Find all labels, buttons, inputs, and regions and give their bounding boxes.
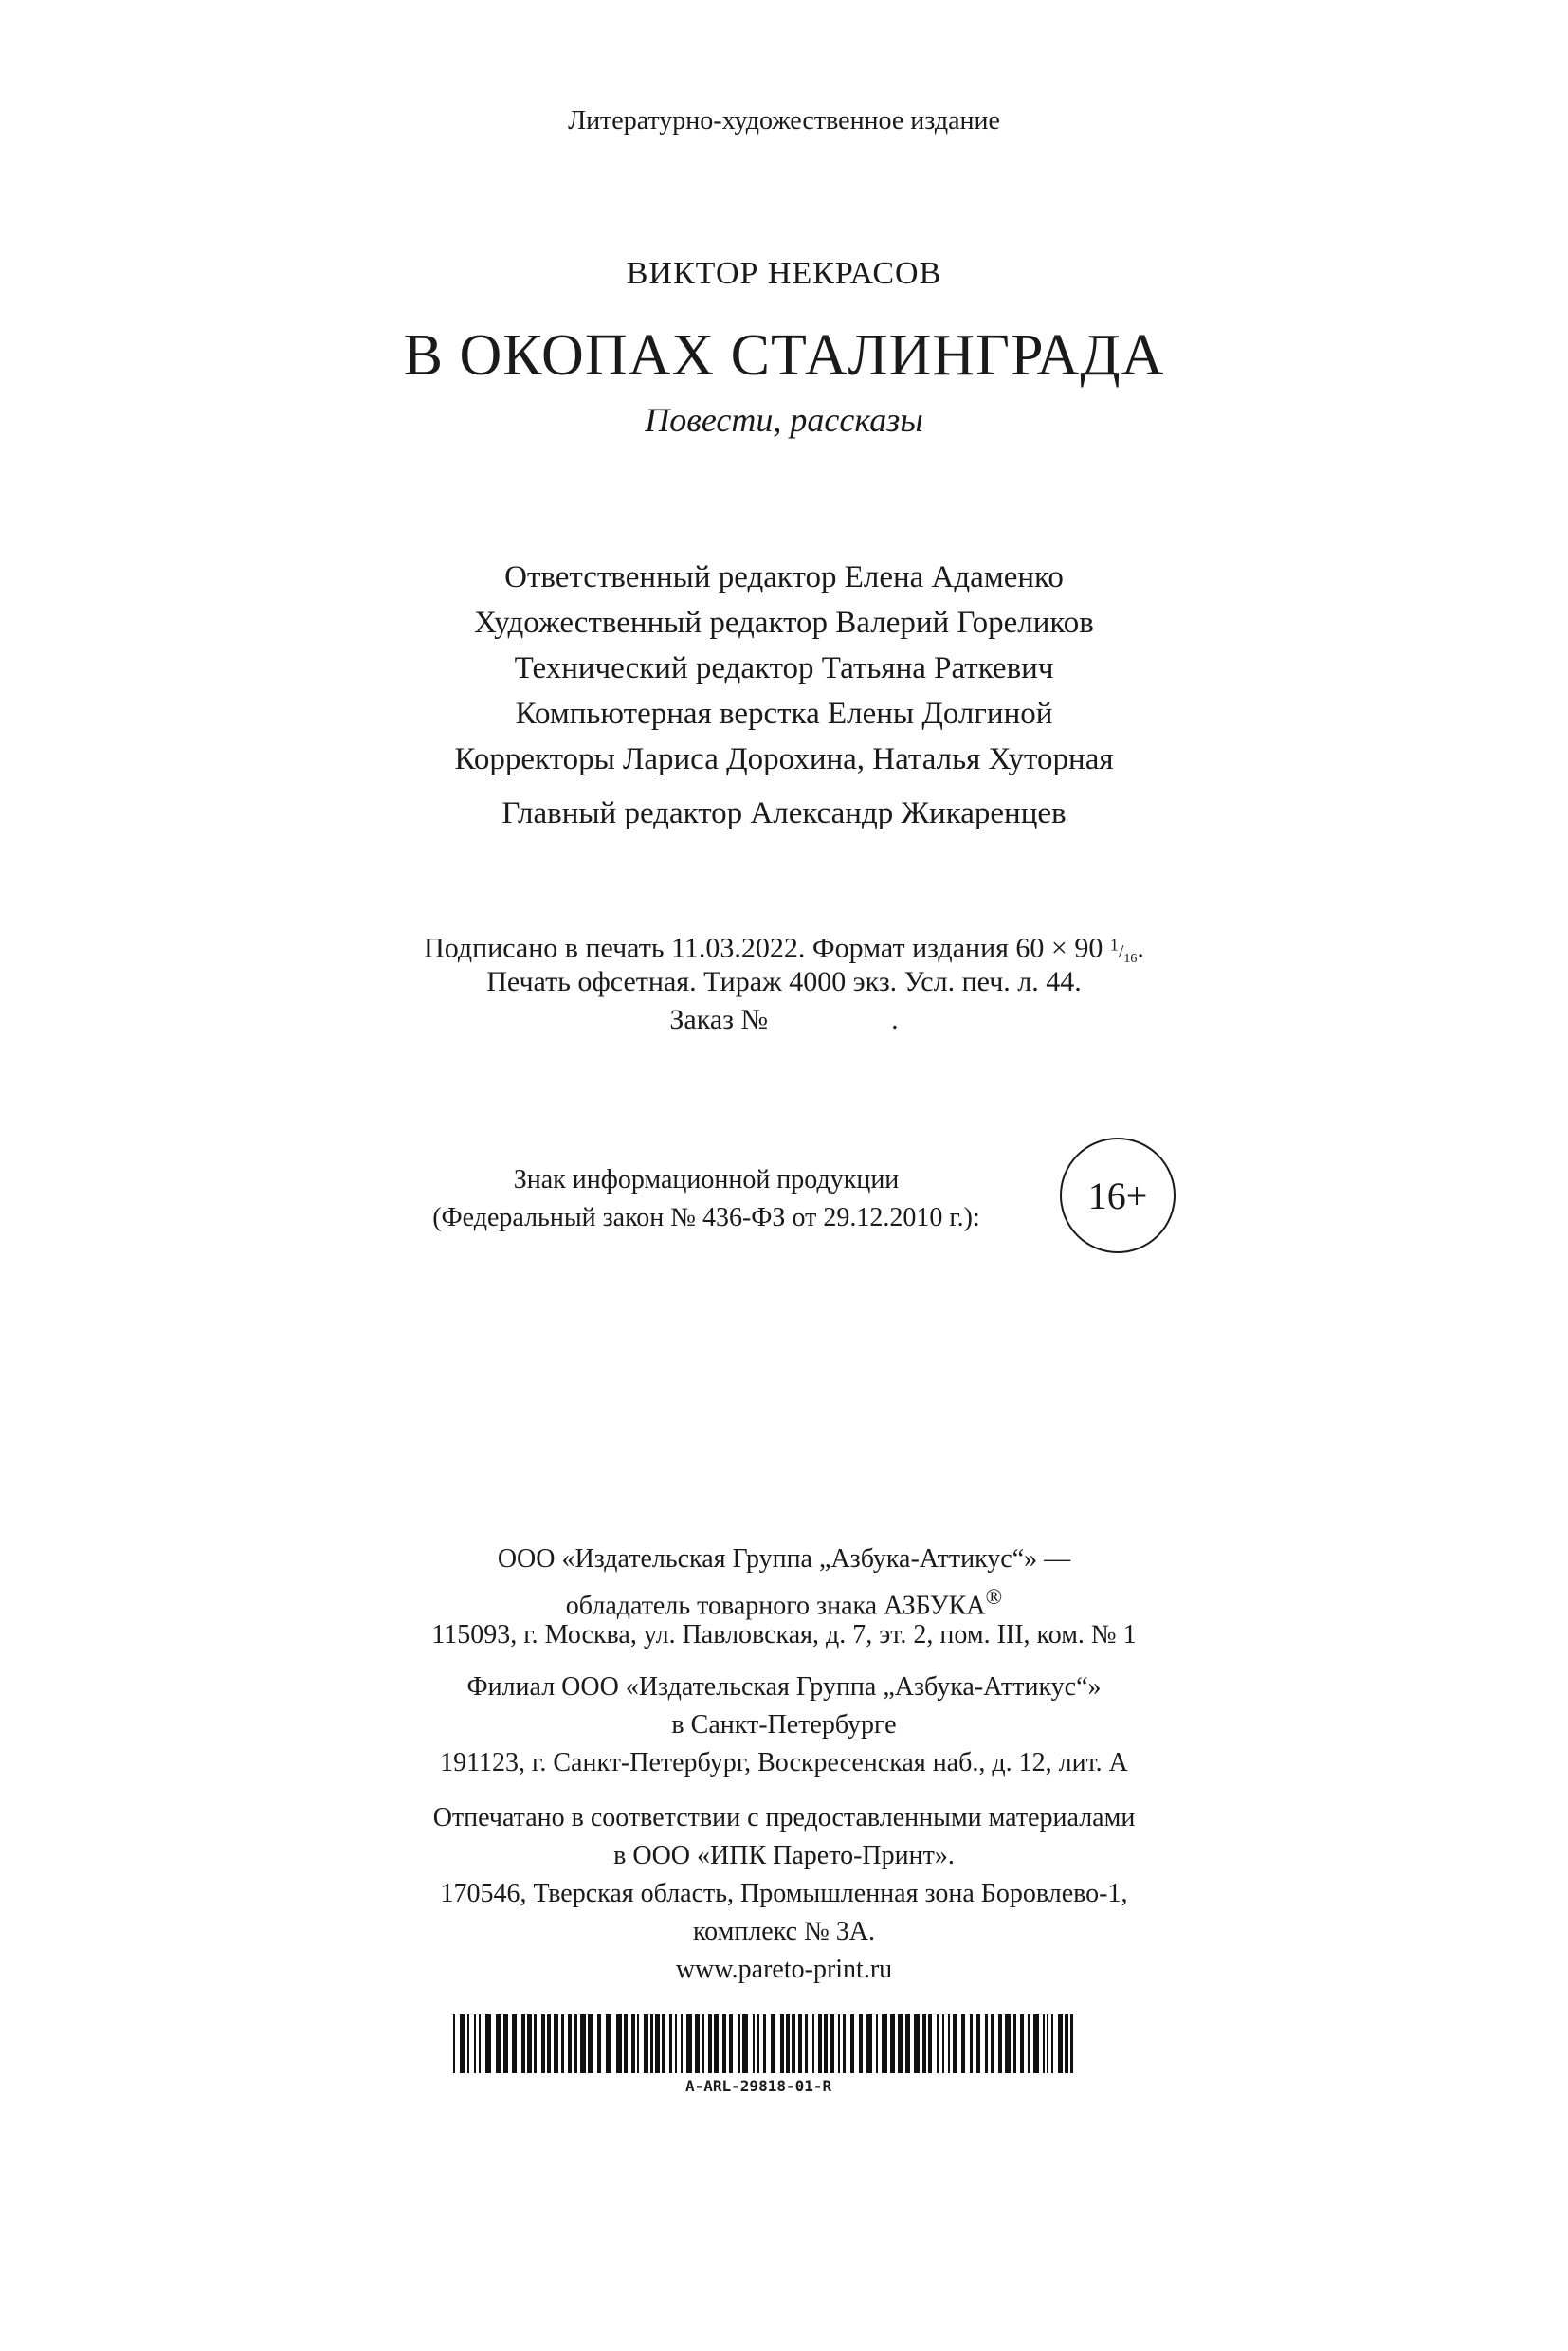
barcode-bars	[453, 2014, 1079, 2073]
format-fraction-numerator: 1	[1109, 935, 1119, 954]
print-info-signed	[0, 925, 1568, 966]
credit-line-technical-editor: Технический редактор Татьяна Раткевич	[514, 651, 1054, 685]
format-fraction	[1109, 935, 1138, 966]
branch-city: в Санкт-Петербурге	[671, 1710, 897, 1740]
editorial-credits	[0, 555, 1568, 782]
print-info	[0, 925, 1568, 1039]
info-sign-law: (Федеральный закон № 436-ФЗ от 29.12.2010 г.):	[432, 1203, 980, 1232]
branch-block	[0, 1668, 1568, 1782]
edition-type: Литературно-художественное издание	[568, 106, 1000, 136]
order-label: Заказ №	[669, 1004, 769, 1035]
printer-line-1: Отпечатано в соответствии с предоставленными материалами	[432, 1803, 1136, 1832]
publisher-address: 115093, г. Москва, ул. Павловская, д. 7, эт. 2, пом. III, ком. № 1	[431, 1620, 1137, 1649]
print-info-signed-end: .	[1137, 932, 1144, 964]
printer-line-2: в ООО «ИПК Парето-Принт».	[613, 1841, 955, 1870]
printer-line-3: 170546, Тверская область, Промышленная зона Боровлево-1,	[440, 1879, 1128, 1908]
publisher-trademark-text: обладатель товарного знака АЗБУКА	[565, 1591, 986, 1621]
format-fraction-denominator: 16	[1123, 951, 1138, 966]
credit-line-art-editor: Художественный редактор Валерий Гореликов	[474, 606, 1094, 640]
info-sign-line: Знак информационной продукции	[513, 1165, 900, 1194]
credit-line-responsible-editor: Ответственный редактор Елена Адаменко	[504, 560, 1064, 594]
print-info-run: Печать офсетная. Тираж 4000 экз. Усл. печ. л. 44.	[486, 966, 1082, 997]
book-subtitle: Повести, рассказы	[645, 401, 923, 439]
publisher-trademark	[0, 1578, 1568, 1621]
age-rating-badge	[1060, 1138, 1176, 1253]
publisher-block	[0, 1540, 1568, 1654]
book-title: В ОКОПАХ СТАЛИНГРАДА	[403, 323, 1165, 388]
information-product-sign	[374, 1161, 1038, 1237]
order-end: .	[891, 1004, 899, 1035]
branch-address: 191123, г. Санкт-Петербург, Воскресенская наб., д. 12, лит. А	[440, 1748, 1128, 1777]
barcode-code: A-ARL-29818-01-R	[685, 2077, 832, 2095]
print-info-signed-text: Подписано в печать 11.03.2022. Формат издания 60 × 90	[424, 932, 1110, 964]
printer-line-4: комплекс № 3А.	[692, 1917, 876, 1946]
age-rating-label: 16+	[1087, 1174, 1148, 1217]
barcode	[453, 2014, 1079, 2109]
credit-line-layout: Компьютерная верстка Елены Долгиной	[515, 697, 1053, 731]
credit-line-proofreaders: Корректоры Лариса Дорохина, Наталья Хуторная	[454, 742, 1114, 776]
registered-mark: ®	[985, 1585, 1003, 1610]
format-fraction-separator: /	[1118, 940, 1124, 962]
chief-editor: Главный редактор Александр Жикаренцев	[501, 796, 1067, 830]
printer-website: www.pareto-print.ru	[675, 1955, 893, 1984]
author-name: ВИКТОР НЕКРАСОВ	[626, 256, 942, 291]
branch-name: Филиал ООО «Издательская Группа „Азбука-Аттикус“»	[466, 1672, 1102, 1702]
publisher-name: ООО «Издательская Группа „Азбука-Аттикус“» —	[497, 1544, 1071, 1574]
printer-block	[0, 1799, 1568, 1989]
print-info-order	[0, 1001, 1568, 1039]
